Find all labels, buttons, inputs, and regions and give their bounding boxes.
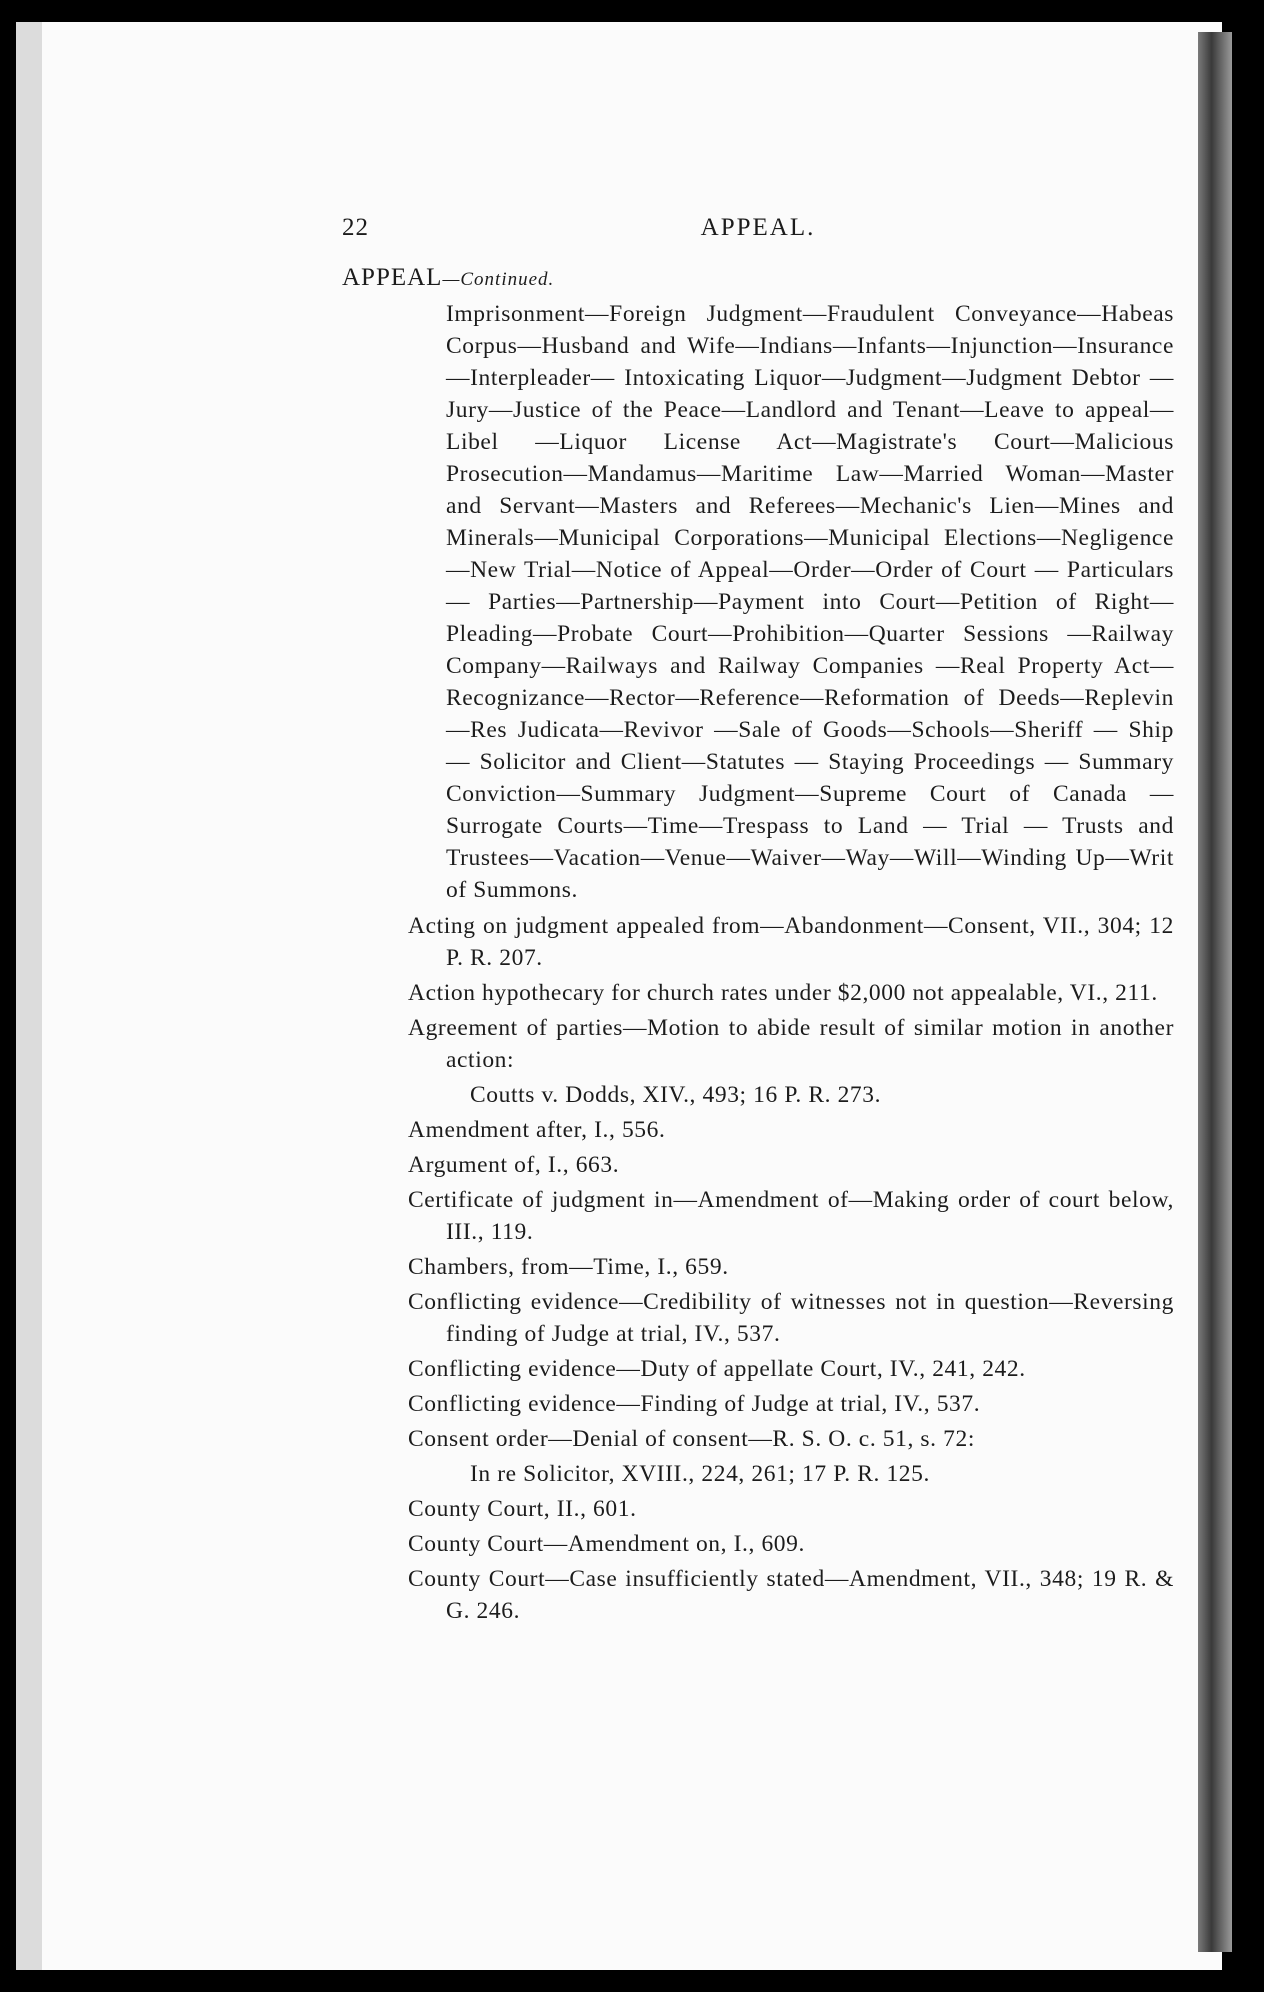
running-head: APPEAL.	[700, 214, 816, 241]
index-entry: Action hypothecary for church rates under $2,000 not appealable, VI., 211.	[408, 980, 1158, 1006]
cross-references: Imprisonment—Foreign Judgment—Fraudulent Conveyance—Habeas Corpus—Husband and Wife—Indians—Infants—Injunction—Insurance—Interpleader— Intoxicating Liquor—Judgment—Judgment Debtor — Jury—Justice of the Peace—Landlord and Tenant—Leave to appeal—Libel —Liquor License Act—Magistrate's Court—Malicious Prosecution—Mandamus—Maritime Law—Married Woman—Master and Servant—Masters and Referees—Mechanic's Lien—Mines and Minerals—Municipal Corporations—Municipal Elections—Negligence—New Trial—Notice of Appeal—Order—Order of Court — Particulars — Parties—Partnership—Payment into Court—Petition of Right—Pleading—Probate Court—Prohibition—Quarter Sessions —Railway Company—Railways and Railway Companies —Real Property Act—Recognizance—Rector—Reference—Reformation of Deeds—Replevin—Res Judicata—Revivor —Sale of Goods—Schools—Sheriff — Ship — Solicitor and Client—Statutes — Staying Proceedings — Summary Conviction—Summary Judgment—Supreme Court of Canada —Surrogate Courts—Time—Trespass to Land — Trial — Trusts and Trustees—Vacation—Venue—Waiver—Way—Will—Winding Up—Writ of Summons.	[446, 301, 1174, 903]
index-entry: County Court—Amendment on, I., 609.	[408, 1531, 805, 1557]
index-entry: County Court, II., 601.	[408, 1496, 637, 1522]
section-heading	[342, 262, 1174, 296]
index-entry: Conflicting evidence—Credibility of witnesses not in question—Reversing finding of Judge at trial, IV., 537.	[408, 1289, 1174, 1347]
index-entry: Amendment after, I., 556.	[408, 1117, 666, 1143]
index-entry: Conflicting evidence—Finding of Judge at trial, IV., 537.	[408, 1391, 981, 1417]
index-entry: Chambers, from—Time, I., 659.	[408, 1254, 729, 1280]
index-entry: County Court—Case insufficiently stated—Amendment, VII., 348; 19 R. & G. 246.	[408, 1566, 1174, 1624]
case-citation: Coutts v. Dodds, XIV., 493; 16 P. R. 273.	[470, 1082, 882, 1108]
case-citation: In re Solicitor, XVIII., 224, 261; 17 P. R. 125.	[470, 1461, 930, 1487]
index-entry: Consent order—Denial of consent—R. S. O. c. 51, s. 72:	[408, 1426, 975, 1452]
index-entry: Conflicting evidence—Duty of appellate Court, IV., 241, 242.	[408, 1356, 1026, 1382]
page-number: 22	[342, 214, 369, 241]
page-header	[342, 212, 1174, 252]
index-entry: Argument of, I., 663.	[408, 1152, 620, 1178]
book-page	[16, 22, 1222, 1970]
index-entry: Acting on judgment appealed from—Abandonment—Consent, VII., 304; 12 P. R. 207.	[408, 913, 1174, 971]
page-content	[342, 212, 1174, 1630]
page-edge-shadow	[1198, 32, 1232, 1952]
heading-title: APPEAL	[342, 264, 443, 291]
index-entry: Agreement of parties—Motion to abide result of similar motion in another action:	[408, 1015, 1174, 1073]
index-entry: Certificate of judgment in—Amendment of—Making order of court below, III., 119.	[408, 1187, 1174, 1245]
index-entries	[408, 910, 1174, 1627]
heading-continued: —Continued.	[442, 269, 555, 290]
